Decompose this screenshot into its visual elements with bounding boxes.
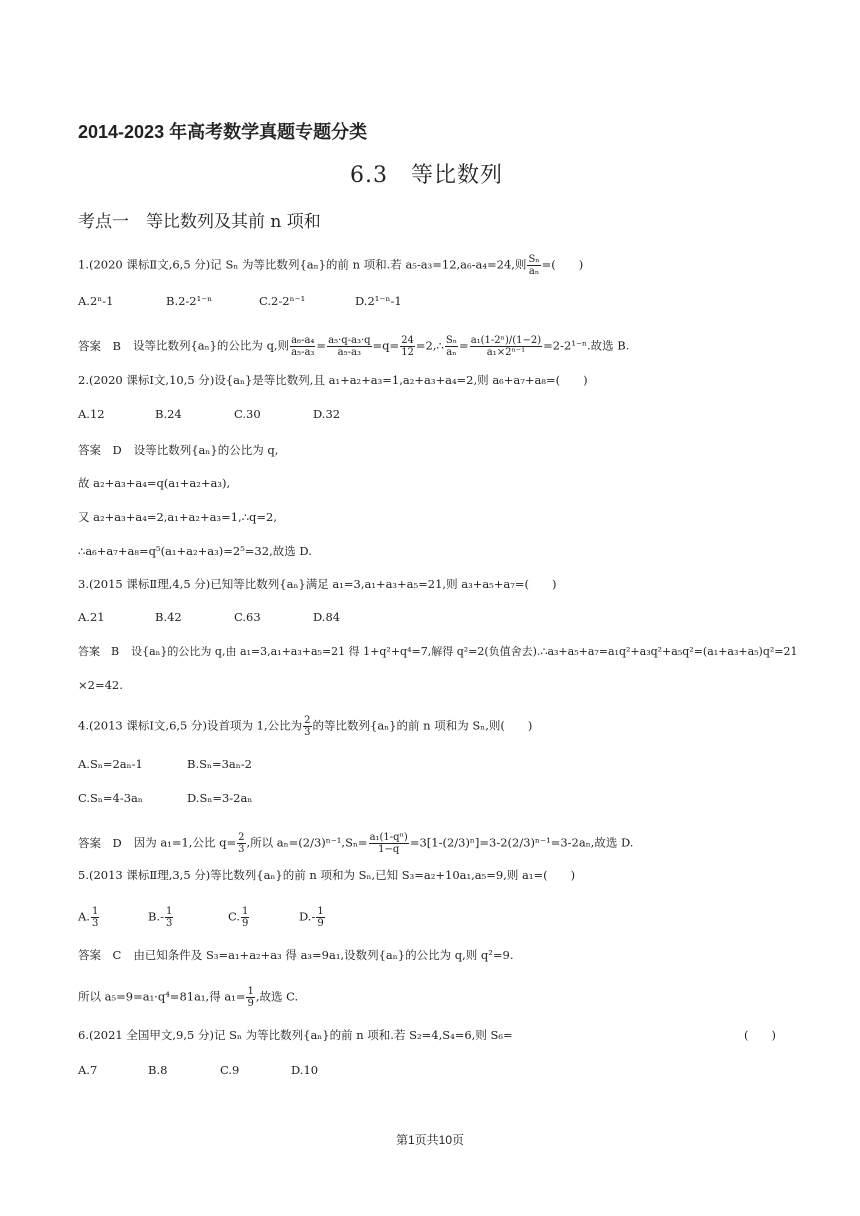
- q1-ans-frac-5: $\frac{\text{a₁(1-2ⁿ)/(1−2)}}{\text{a₁×2ⁿ⁻¹}}$: [470, 335, 542, 358]
- section-title: 6.3 等比数列: [350, 163, 503, 188]
- q2-option-a: A.12: [78, 407, 105, 421]
- q4-option-a: A.Sₙ=2aₙ-1: [78, 757, 143, 771]
- q1-answer: 答案 B 设等比数列{aₙ}的公比为 q,则 $\frac{\text{a₆-a₄}}{\text{a₅-a₃}}$ = $\frac{\text{a₅·q-a₃·q}}{\text{a₅-a₃}}$ =q= $\frac{24}{12}$ =2,∴ $\frac{\text{Sₙ}}{\text{aₙ}}$ = $\frac{\text{a₁(1-2ⁿ)/(1−2)}}{\text{a₁×2ⁿ⁻¹}}$ =2-2¹⁻ⁿ.故选 B.: [78, 335, 630, 358]
- q2-answer: 答案 D 设等比数列{aₙ}的公比为 q,: [78, 443, 279, 457]
- q5-option-c: C. $\frac{1}{9}$: [228, 906, 249, 929]
- q3-option-d: D.84: [313, 610, 341, 624]
- q1-stem: 1.(2020 课标Ⅱ文,6,5 分)记 Sₙ 为等比数列{aₙ}的前 n 项和.若 a₅-a₃=12,a₆-a₄=24,则 $\frac{\text{Sₙ}}{\text{aₙ}}$ =( ): [78, 254, 584, 277]
- q1-option-c: C.2-2ⁿ⁻¹: [259, 294, 306, 308]
- q1-ans-frac-3: $\frac{24}{12}$: [401, 335, 414, 358]
- q1-stem-text: 1.(2020 课标Ⅱ文,6,5 分)记 Sₙ 为等比数列{aₙ}的前 n 项和.若 a₅-a₃=12,a₆-a₄=24,则: [78, 257, 527, 272]
- q6-option-c: C.9: [220, 1063, 240, 1077]
- q5-answer-line-2: 所以 a₅=9=a₁·q⁴=81a₁,得 a₁= $\frac{1}{9}$ ,故选 C.: [78, 986, 299, 1009]
- q5-option-a: A. $\frac{1}{3}$: [78, 906, 99, 929]
- q4-fraction: $\frac{2}{3}$: [304, 715, 311, 738]
- q5-option-d: D.- $\frac{1}{9}$: [299, 906, 324, 929]
- q3-stem: 3.(2015 课标Ⅱ理,4,5 分)已知等比数列{aₙ}满足 a₁=3,a₁+a₃+a₅=21,则 a₃+a₅+a₇=( ): [78, 577, 557, 591]
- q3-option-c: C.63: [234, 610, 261, 624]
- q3-answer: 答案 B 设{aₙ}的公比为 q,由 a₁=3,a₁+a₃+a₅=21 得 1+q²+q⁴=7,解得 q²=2(负值舍去).∴a₃+a₅+a₇=a₁q²+a₃q²+a₅q²=(a₁+a₃+a₅)q²=21: [78, 645, 798, 658]
- series-title: 2014-2023 年高考数学真题专题分类: [78, 122, 368, 142]
- q1-ans-frac-2: $\frac{\text{a₅·q-a₃·q}}{\text{a₅-a₃}}$: [328, 335, 371, 358]
- q4-option-d: D.Sₙ=3-2aₙ: [187, 791, 253, 805]
- q4-ans-frac-q: $\frac{2}{3}$: [238, 832, 245, 855]
- q6-stem: 6.(2021 全国甲文,9,5 分)记 Sₙ 为等比数列{aₙ}的前 n 项和.若 S₂=4,S₄=6,则 S₆=: [78, 1028, 513, 1042]
- q6-option-b: B.8: [148, 1063, 168, 1077]
- q5-option-b: B.- $\frac{1}{3}$: [148, 906, 173, 929]
- q2-option-b: B.24: [155, 407, 182, 421]
- q5-answer: 答案 C 由已知条件及 S₃=a₁+a₂+a₃ 得 a₃=9a₁,设数列{aₙ}的公比为 q,则 q²=9.: [78, 948, 514, 962]
- page-number: 第1页共10页: [395, 1133, 465, 1147]
- q3-answer-cont: ×2=42.: [78, 678, 123, 692]
- q5-stem: 5.(2013 课标Ⅱ理,3,5 分)等比数列{aₙ}的前 n 项和为 Sₙ,已知 S₃=a₂+10a₁,a₅=9,则 a₁=( ): [78, 868, 576, 882]
- q2-answer-line-4: ∴a₆+a₇+a₈=q⁵(a₁+a₂+a₃)=2⁵=32,故选 D.: [78, 544, 312, 558]
- q6-answer-paren: ( ): [744, 1028, 776, 1042]
- q6-option-a: A.7: [78, 1063, 98, 1077]
- q3-option-b: B.42: [155, 610, 182, 624]
- q1-ans-frac-4: $\frac{\text{Sₙ}}{\text{aₙ}}$: [445, 335, 458, 358]
- q2-answer-line-2: 故 a₂+a₃+a₄=q(a₁+a₂+a₃),: [78, 476, 231, 490]
- q2-answer-line-3: 又 a₂+a₃+a₄=2,a₁+a₂+a₃=1,∴q=2,: [78, 510, 277, 524]
- q2-option-c: C.30: [234, 407, 261, 421]
- q1-option-d: D.2¹⁻ⁿ-1: [355, 294, 402, 308]
- q4-option-b: B.Sₙ=3aₙ-2: [187, 757, 252, 771]
- q6-option-d: D.10: [291, 1063, 319, 1077]
- q4-option-c: C.Sₙ=4-3aₙ: [78, 791, 143, 805]
- q4-ans-frac-s: $\frac{\text{a₁(1-qⁿ)}}{1-q}$: [369, 832, 408, 855]
- q2-option-d: D.32: [313, 407, 341, 421]
- q4-stem: 4.(2013 课标Ⅰ文,6,5 分)设首项为 1,公比为 $\frac{2}{3}$ 的等比数列{aₙ}的前 n 项和为 Sₙ,则( ): [78, 715, 533, 738]
- q1-ans-frac-1: $\frac{\text{a₆-a₄}}{\text{a₅-a₃}}$: [291, 335, 315, 358]
- topic-title: 考点一 等比数列及其前 n 项和: [78, 212, 321, 232]
- q4-answer: 答案 D 因为 a₁=1,公比 q= $\frac{2}{3}$ ,所以 aₙ=(2/3)ⁿ⁻¹,Sₙ= $\frac{\text{a₁(1-qⁿ)}}{1-q}$ =3[1-(2/3)ⁿ]=3-2(2/3)ⁿ⁻¹=3-2aₙ,故选 D.: [78, 832, 634, 855]
- q2-stem: 2.(2020 课标Ⅰ文,10,5 分)设{aₙ}是等比数列,且 a₁+a₂+a₃=1,a₂+a₃+a₄=2,则 a₆+a₇+a₈=( ): [78, 373, 588, 387]
- q1-option-b: B.2-2¹⁻ⁿ: [166, 294, 213, 308]
- q3-option-a: A.21: [78, 610, 105, 624]
- q1-fraction: $\frac{\text{Sₙ}}{\text{aₙ}}$: [528, 254, 540, 277]
- q1-option-a: A.2ⁿ-1: [78, 294, 114, 308]
